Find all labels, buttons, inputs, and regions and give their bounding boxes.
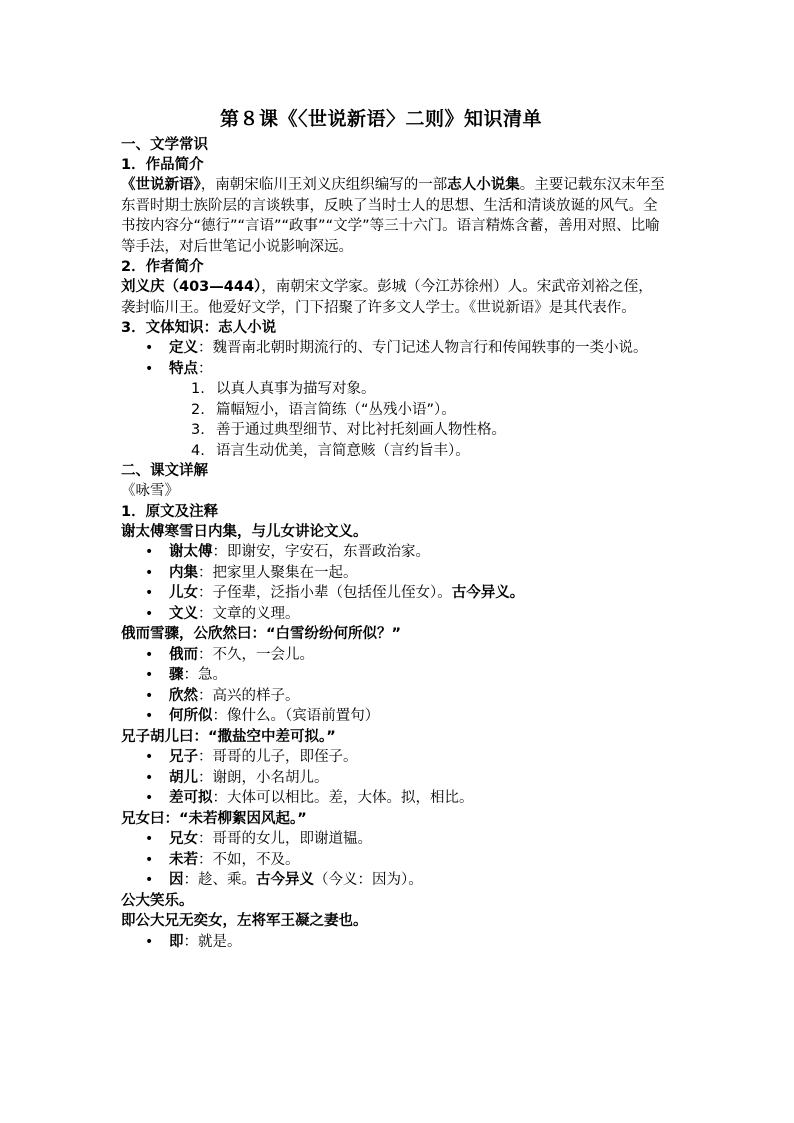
bullet-icon: • xyxy=(145,687,154,704)
genre-term: 志人小说集 xyxy=(447,177,520,193)
list-item: • 胡儿：谢朗，小名胡儿。 xyxy=(143,768,681,789)
list-item: • 即：就是。 xyxy=(143,932,681,953)
list-item: 2. 篇幅短小，语言简练（“丛残小语”）。 xyxy=(191,401,456,418)
author-intro-paragraph: 刘义庆（403—444），南朝宋文学家。彭城（今江苏徐州）人。宋武帝刘裕之侄，袭封临川王。他爱好文学，门下招聚了许多文人学士。《世说新语》是其代表作。 xyxy=(121,279,653,316)
bullet-icon: • xyxy=(145,340,154,356)
features-list xyxy=(121,379,681,461)
bullet-icon: • xyxy=(145,585,154,601)
subheading-author-intro: 2．作者简介 xyxy=(121,259,204,275)
list-item: • 特点： xyxy=(143,359,681,380)
original-sentence: 兄子胡儿曰：“撒盐空中差可拟。” xyxy=(121,728,336,745)
section-heading-text: 二、课文详解 xyxy=(121,463,208,479)
subheading-work-intro: 1．作品简介 xyxy=(121,157,204,173)
genre-list xyxy=(121,338,681,379)
bullet-icon: • xyxy=(145,544,154,560)
original-sentence: 兄女曰：“未若柳絮因风起。” xyxy=(121,810,307,827)
notes-list xyxy=(121,932,681,953)
original-sentence: 公大笑乐。 xyxy=(121,892,194,909)
list-item: 1. 以真人真事为描写对象。 xyxy=(191,381,376,397)
list-item: • 文义：文章的义理。 xyxy=(143,604,681,625)
bullet-icon: • xyxy=(145,933,154,950)
work-title: 《咏雪》 xyxy=(121,483,179,499)
bullet-icon: • xyxy=(145,708,154,724)
list-item: • 俄而：不久，一会儿。 xyxy=(143,645,681,666)
list-item: • 兄女：哥哥的女儿，即谢道韫。 xyxy=(143,829,681,850)
notes-list xyxy=(121,645,681,727)
section-heading-literature: 一、文学常识 xyxy=(121,137,208,153)
subheading-genre: 3．文体知识：志人小说 xyxy=(121,320,277,336)
bullet-icon: • xyxy=(145,646,154,663)
list-item: • 欣然：高兴的样子。 xyxy=(143,686,681,707)
author-name: 刘义庆（403—444） xyxy=(121,279,262,295)
list-item: 4. 语言生动优美，言简意赅（言约旨丰）。 xyxy=(191,442,470,459)
list-item: • 何所似：像什么。（宾语前置句） xyxy=(143,706,681,727)
list-item: • 差可拟：大体可以相比。差，大体。拟，相比。 xyxy=(143,788,681,809)
bullet-icon: • xyxy=(145,564,154,581)
bullet-icon: • xyxy=(145,790,154,806)
list-item: • 定义：魏晋南北朝时期流行的、专门记述人物言行和传闻轶事的一类小说。 xyxy=(143,338,681,359)
notes-list xyxy=(121,829,681,891)
bullet-icon: • xyxy=(145,831,154,847)
bullet-icon: • xyxy=(145,872,154,888)
page-title: 第８课《〈世说新语〉二则》知识清单 xyxy=(219,108,542,130)
bullet-icon: • xyxy=(145,605,154,622)
subheading-original-text: 1．原文及注释 xyxy=(121,503,219,520)
list-item: • 因：趁、乘。古今异义（今义：因为）。 xyxy=(143,870,681,891)
original-sentence: 即公大兄无奕女，左将军王凝之妻也。 xyxy=(121,913,368,929)
work-intro-paragraph: 《世说新语》，南朝宋临川王刘义庆组织编写的一部志人小说集。主要记载东汉末年至东晋时期士族阶层的言谈轶事，反映了当时士人的思想、生活和清谈放诞的风气。全书按内容分“德行”“言语”“政事”“文学”等三十六门。语言精炼含蓄，善用对照、比喻等手法，对后世笔记小说影响深远。 xyxy=(121,177,665,255)
bullet-icon: • xyxy=(145,360,154,377)
list-item: • 内集：把家里人聚集在一起。 xyxy=(143,563,681,584)
notes-list xyxy=(121,747,681,809)
bullet-icon: • xyxy=(145,851,154,868)
document-page xyxy=(121,104,681,952)
notes-list xyxy=(121,542,681,624)
list-item: 3. 善于通过典型细节、对比衬托刻画人物性格。 xyxy=(191,422,506,438)
bullet-icon: • xyxy=(145,749,154,765)
list-item: • 兄子：哥哥的儿子，即侄子。 xyxy=(143,747,681,768)
list-item: • 骤：急。 xyxy=(143,665,681,686)
original-sentence: 谢太傅寒雪日内集，与儿女讲论文义。 xyxy=(121,523,368,540)
list-item: • 儿女：子侄辈，泛指小辈（包括侄儿侄女）。古今异义。 xyxy=(143,583,681,604)
list-item: • 谢太傅：即谢安，字安石，东晋政治家。 xyxy=(143,542,681,563)
book-name: 《世说新语》 xyxy=(121,177,201,193)
bullet-icon: • xyxy=(145,667,154,683)
bullet-icon: • xyxy=(145,769,154,786)
original-sentence: 俄而雪骤，公欣然曰：“白雪纷纷何所似？” xyxy=(121,626,402,642)
list-item: • 未若：不如，不及。 xyxy=(143,850,681,871)
